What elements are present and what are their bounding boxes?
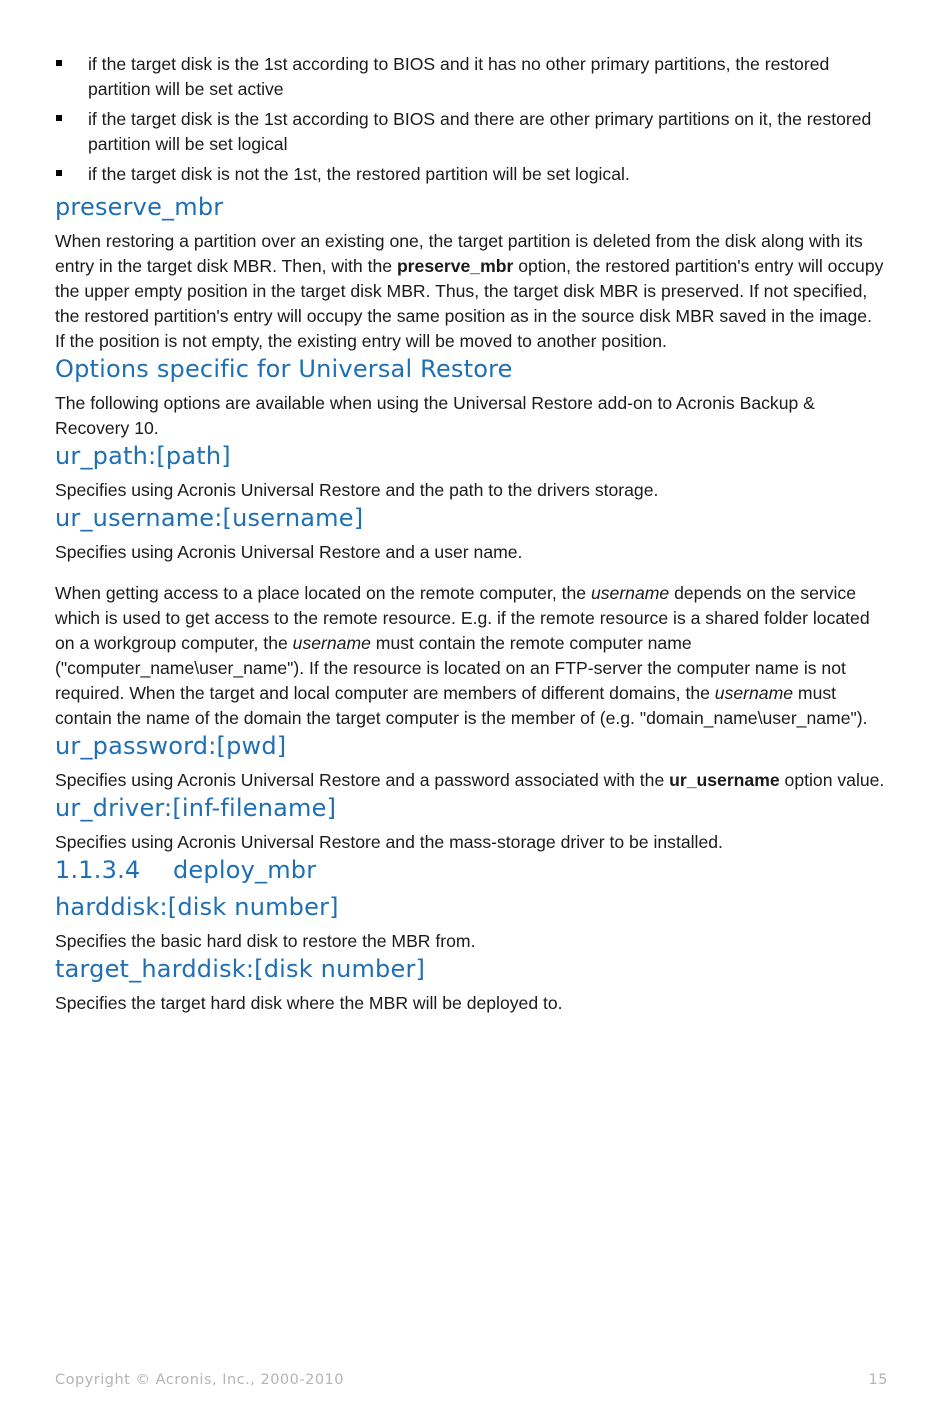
paragraph-text: Specifies using Acronis Universal Restore and a password associated with the [55,770,670,790]
harddisk-paragraph: Specifies the basic hard disk to restore the MBR from. [55,931,476,951]
list-item [55,107,885,157]
copyright-text: Copyright © Acronis, Inc., 2000-2010 [55,1372,345,1388]
target-harddisk-heading: target_harddisk:[disk number] [55,955,426,983]
emphasis-text: username [292,633,371,653]
emphasis-text: username [714,683,794,703]
page-footer [55,1372,888,1388]
paragraph-text: When getting access to a place located on the remote computer, the [55,583,591,603]
universal-restore-heading: Options specific for Universal Restore [55,355,513,383]
paragraph-text: When restoring a partition over an existing one, the target partition is deleted from the disk along with its entry in the target disk MBR. Then, with the [55,231,863,276]
list-item [55,162,885,187]
list-item [55,52,885,102]
harddisk-heading: harddisk:[disk number] [55,893,339,921]
emphasis-text: username [590,583,670,603]
ur-username-details-paragraph [55,581,885,731]
deploy-mbr-section-heading [55,855,885,885]
option-name-bold: ur_username [669,770,780,790]
ur-driver-paragraph: Specifies using Acronis Universal Restore and the mass-storage driver to be installed. [55,832,723,852]
bullet-list [55,52,885,187]
list-item-text: if the target disk is the 1st according to BIOS and it has no other primary partitions, the restored partition will be set active [88,54,830,99]
preserve-mbr-paragraph [55,229,885,354]
list-item-text: if the target disk is not the 1st, the restored partition will be set logical. [88,164,630,184]
ur-username-paragraph: Specifies using Acronis Universal Restore and a user name. [55,542,523,562]
target-harddisk-paragraph: Specifies the target hard disk where the MBR will be deployed to. [55,993,563,1013]
ur-password-heading: ur_password:[pwd] [55,732,287,760]
option-name-bold: preserve_mbr [396,256,514,276]
universal-restore-paragraph: The following options are available when using the Universal Restore add-on to Acronis Backup & Recovery 10. [55,393,815,438]
square-bullet-icon [56,60,62,66]
ur-path-heading: ur_path:[path] [55,442,231,470]
paragraph-text: option value. [779,770,885,790]
ur-password-paragraph [55,768,885,793]
paragraph-text: must contain the name of the domain the target computer is the member of (e.g. "domain_name\user_name"). [55,683,868,728]
section-number: 1.1.3.4 [55,856,141,884]
paragraph-text: must contain the remote computer name ("computer_name\user_name"). If the resource is located on an FTP-server the computer name is not required. When the target and local computer are members of different domains, the [55,633,846,703]
preserve-mbr-heading: preserve_mbr [55,193,224,221]
page-number: 15 [868,1372,888,1388]
square-bullet-icon [56,115,62,121]
ur-path-paragraph: Specifies using Acronis Universal Restore and the path to the drivers storage. [55,480,659,500]
ur-driver-heading: ur_driver:[inf-filename] [55,794,337,822]
list-item-text: if the target disk is the 1st according to BIOS and there are other primary partitions on it, the restored partition will be set logical [88,109,872,154]
ur-username-heading: ur_username:[username] [55,504,364,532]
section-title: deploy_mbr [173,856,317,884]
paragraph-text: option, the restored partition's entry will occupy the upper empty position in the target disk MBR. Thus, the target disk MBR is preserved. If not specified, the restored partition's entry will occupy the same position as in the source disk MBR saved in the image. If the position is not empty, the existing entry will be moved to another position. [55,256,884,351]
square-bullet-icon [56,170,62,176]
paragraph-text: depends on the service which is used to get access to the remote resource. E.g. if the remote resource is a shared folder located on a workgroup computer, the [55,583,870,653]
document-page [55,52,885,1016]
